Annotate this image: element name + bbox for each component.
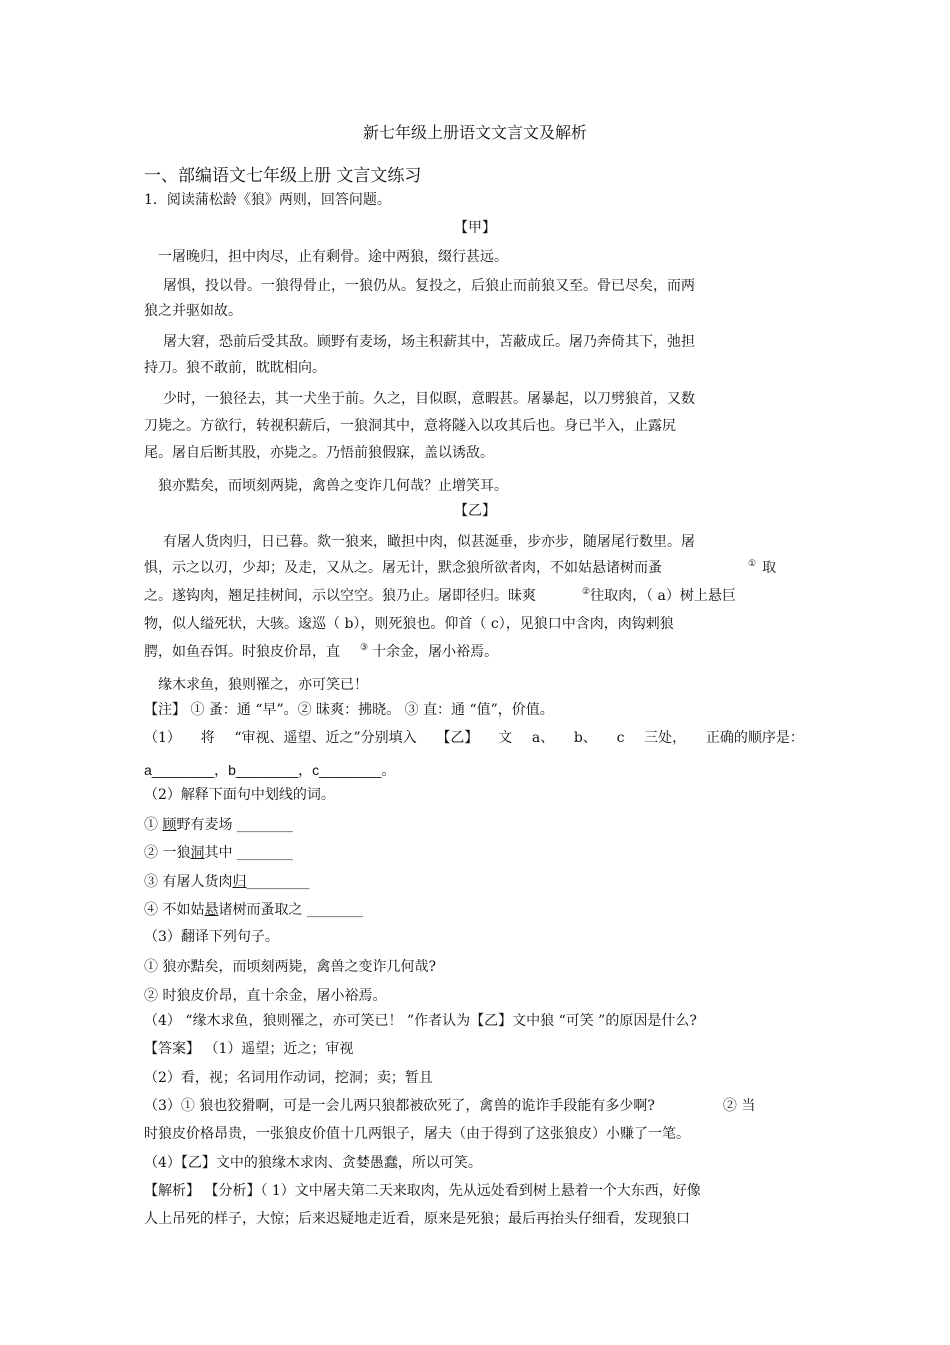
q-text: 【乙】 [436, 730, 479, 746]
analysis-line: 【解析】 【分析】（ 1）文中屠夫第二天来取肉，先从远处看到树上悬着一个大东西，好像 [144, 1183, 701, 1199]
q-text: b、 [573, 730, 597, 746]
footnote-marker: ③ [360, 643, 369, 653]
yi-line [144, 558, 776, 580]
word-item [144, 900, 363, 920]
word-pre: ③ 有屠人货肉 [144, 874, 233, 890]
q-text: “审视、遥望、近之”分别填入 [234, 730, 417, 746]
underlined-word: 归 [232, 874, 247, 890]
jia-line: 屠大窘，恐前后受其敌。顾野有麦场，场主积薪其中，苫蔽成丘。屠乃奔倚其下，弛担 [163, 334, 695, 350]
word-pre: ④ 不如姑 [144, 902, 205, 918]
jia-line: 屠惧，投以骨。一狼得骨止，一狼仍从。复投之，后狼止而前狼又至。骨已尽矣，而两 [163, 278, 695, 294]
translate-sentence: ② 时狼皮价昂，直十余金，屠小裕焉。 [144, 988, 387, 1004]
q-text: 三处， [644, 730, 687, 746]
question-1-1-blanks: a________，b________，c________。 [144, 762, 396, 778]
word-pre: ① [144, 817, 163, 833]
translate-sentence: ① 狼亦黠矣，而顷刻两毙，禽兽之变诈几何哉? [144, 959, 436, 975]
question-1-3: （3）翻译下列句子。 [144, 929, 279, 945]
q-text: a、 [531, 730, 555, 746]
jia-line: 狼之并驱如故。 [144, 303, 242, 319]
word-item [144, 843, 293, 863]
question-1-2: （2）解释下面句中划线的词。 [144, 787, 335, 803]
yi-line: 物，似人缢死状，大骇。逡巡（ b），则死狼也。仰首（ c），见狼口中含肉，肉钩剌狼 [144, 616, 674, 632]
answer-line: 【答案】 （1）遥望；近之；审视 [144, 1041, 354, 1057]
answer-line: （2）看，视；名词用作动词，挖洞；卖；暂且 [144, 1070, 433, 1086]
passage-jia-label: 【甲】 [454, 220, 496, 236]
jia-line: 尾。屠自后断其股，亦毙之。乃悟前狼假寐，盖以诱敌。 [144, 445, 494, 461]
jia-line: 狼亦黠矣，而顷刻两毙，禽兽之变诈几何哉？止增笑耳。 [158, 478, 508, 494]
underlined-word: 悬 [204, 902, 219, 918]
answer-text: （3）① 狼也狡猾啊，可是一会儿两只狼都被砍死了，禽兽的诡诈手段能有多少啊? [144, 1098, 655, 1114]
word-post: 诸树而蚤取之 ________ [218, 902, 363, 918]
answer-text: ② 当 [722, 1098, 756, 1114]
word-pre: ② 一狼 [144, 845, 191, 861]
word-post: _________ [246, 874, 310, 890]
word-post: 其中 ________ [204, 845, 293, 861]
jia-line: 少时，一狼径去，其一犬坐于前。久之，目似瞑，意暇甚。屠暴起，以刀劈狼首，又数 [163, 391, 695, 407]
page-title: 新七年级上册语文文言文及解析 [362, 123, 587, 142]
footnote-marker: ② [582, 587, 591, 597]
underlined-word: 顾 [162, 817, 177, 833]
yi-text: 惧，示之以刃，少却；及走，又从之。屠无计，默念狼所欲者肉，不如姑悬诸树而蚤 [144, 560, 662, 576]
q-text: 正确的顺序是： [705, 730, 804, 746]
yi-text: 十余金，屠小裕焉。 [372, 644, 499, 660]
jia-line: 持刀。狼不敢前，眈眈相向。 [144, 360, 326, 376]
yi-line: 有屠人货肉归，日已暮。欻一狼来，瞰担中肉，似甚涎垂，步亦步，随屠尾行数里。屠 [163, 534, 695, 550]
answer-line: （4）【乙】文中的狼缘木求肉、贪婪愚蠢，所以可笑。 [144, 1155, 482, 1171]
yi-text: 往取肉，（ a）树上悬巨 [590, 588, 736, 604]
q-text: 文 [498, 730, 513, 746]
yi-text: 取 [762, 560, 777, 576]
jia-line: 刀毙之。方欲行，转视积薪后，一狼洞其中，意将隧入以攻其后也。身已半入，止露尻 [144, 418, 676, 434]
yi-text: 腭，如鱼吞饵。时狼皮价昂，直 [144, 644, 340, 660]
question-1-intro: 1．阅读蒲松龄《狼》两则，回答问题。 [144, 192, 391, 208]
footnote-marker: ① [748, 559, 757, 569]
q-text: 将 [200, 730, 215, 746]
analysis-line: 人上吊死的样子，大惊；后来迟疑地走近看，原来是死狼；最后再抬头仔细看，发现狼口 [144, 1211, 690, 1227]
section-heading: 一、部编语文七年级上册 文言文练习 [144, 166, 422, 186]
q-text: （1） [144, 730, 181, 746]
passage-yi-label: 【乙】 [454, 503, 496, 519]
yi-line [144, 586, 736, 608]
answer-line [144, 1096, 755, 1116]
yi-line: 缘木求鱼，狼则罹之，亦可笑已！ [158, 677, 368, 693]
jia-line: 一屠晚归，担中肉尽，止有剩骨。途中两狼，缀行甚远。 [158, 249, 508, 265]
answer-line: 时狼皮价格昂贵，一张狼皮价值十几两银子，屠夫（由于得到了这张狼皮）小赚了一笔。 [144, 1126, 690, 1142]
underlined-word: 洞 [190, 845, 205, 861]
question-1-4: （4） “缘木求鱼，狼则罹之，亦可笑已！ ”作者认为【乙】文中狼 “可笑 ”的原因是什么? [144, 1013, 697, 1029]
word-item [144, 872, 309, 892]
yi-text: 之。遂钩肉，翘足挂树间，示以空空。狼乃止。屠即径归。昧爽 [144, 588, 536, 604]
q-text: c [616, 730, 625, 746]
word-item [144, 815, 293, 835]
question-1-1 [144, 728, 804, 748]
annotation-note: 【注】 ① 蚤：通 “早”。② 昧爽：拂晓。 ③ 直：通 “值”，价值。 [144, 702, 554, 718]
word-post: 野有麦场 ________ [176, 817, 293, 833]
yi-line [144, 642, 498, 664]
